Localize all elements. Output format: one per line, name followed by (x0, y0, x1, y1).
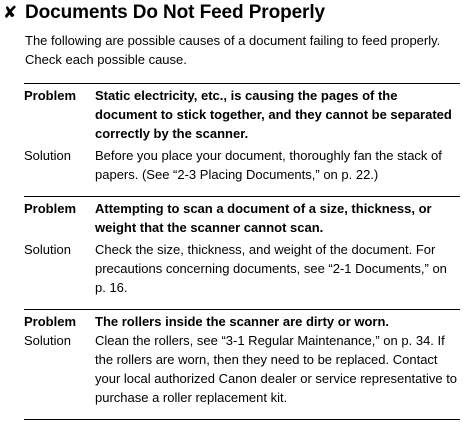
solution-text: Before you place your document, thoroughly fan the stack of papers. (See “2-3 Placing Documents,” on p. 22.) (95, 148, 442, 182)
solution-row (24, 240, 460, 297)
problem-text: The rollers inside the scanner are dirty or worn. (95, 314, 390, 329)
problem-row (24, 199, 460, 237)
problem-label: Problem (24, 88, 77, 103)
solution-label: Solution (24, 333, 71, 348)
section-header (3, 2, 325, 24)
solution-row (24, 146, 460, 184)
x-mark-icon: ✘ (3, 3, 18, 23)
solution-text: Clean the rollers, see “3-1 Regular Maintenance,” on p. 34. If the rollers are worn, then they need to be replaced. Contact your local authorized Canon dealer or service representative to purchase a roller replacement kit. (95, 333, 458, 405)
problem-text: Static electricity, etc., is causing the pages of the document to stick together, and they cannot be separated correctly by the scanner. (95, 88, 452, 141)
problem-row (24, 312, 460, 331)
intro-text: The following are possible causes of a document failing to feed properly. Check each possible cause. (25, 33, 441, 67)
problem-row (24, 86, 460, 143)
troubleshooting-entry (24, 309, 460, 420)
solution-row (24, 331, 460, 407)
solution-label: Solution (24, 148, 71, 163)
troubleshooting-entry (24, 196, 460, 297)
problem-label: Problem (24, 314, 77, 329)
solution-text: Check the size, thickness, and weight of the document. For precautions concerning documents, see “2-1 Documents,” on p. 16. (95, 242, 447, 295)
page-title: Documents Do Not Feed Properly (25, 2, 325, 23)
solution-label: Solution (24, 242, 71, 257)
problem-label: Problem (24, 201, 77, 216)
problem-text: Attempting to scan a document of a size, thickness, or weight that the scanner cannot scan. (95, 201, 432, 235)
troubleshooting-entry (24, 83, 460, 184)
